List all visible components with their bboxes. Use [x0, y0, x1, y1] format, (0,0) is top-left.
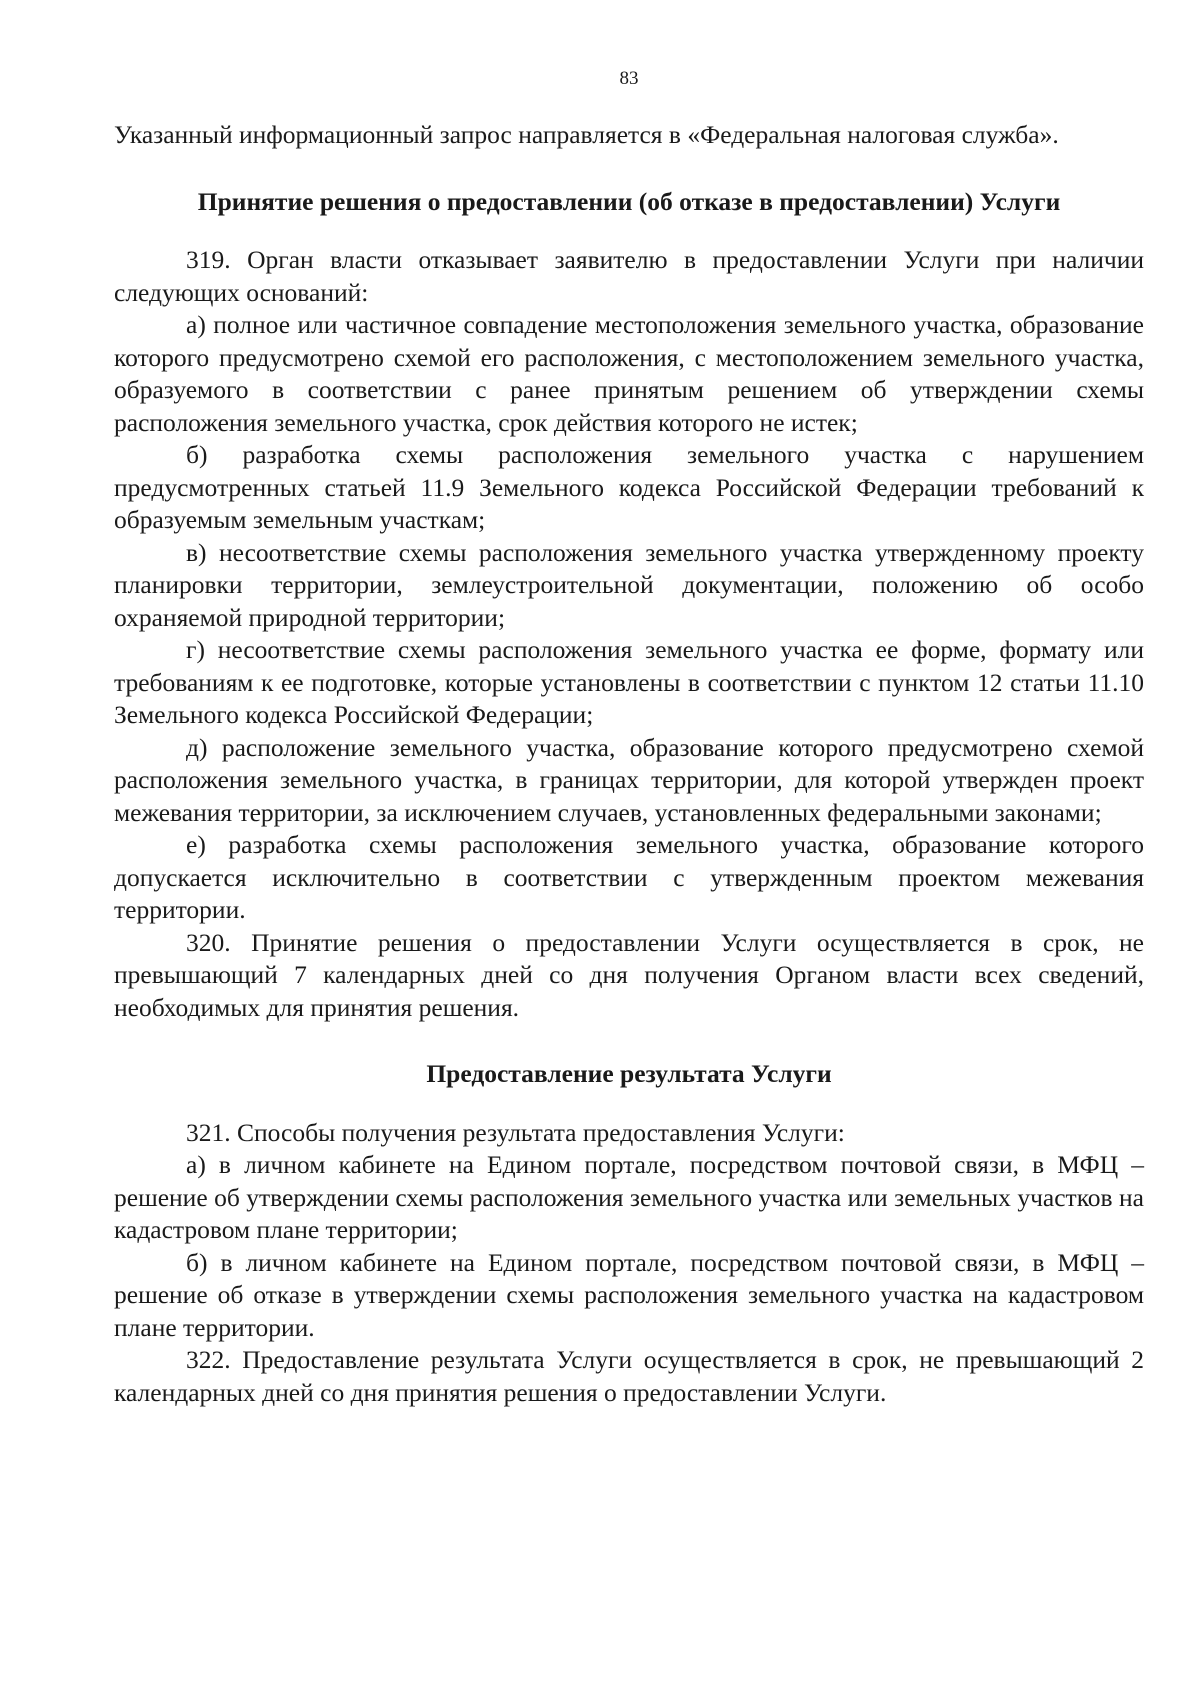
result-item-a: а) в личном кабинете на Едином портале, посредством почтовой связи, в МФЦ – решение об утверждении схемы расположения земельного участка или земельных участков на кадастровом плане территории; — [114, 1150, 1144, 1244]
list-item-b: б) разработка схемы расположения земельного участка с нарушением предусмотренных статьей 11.9 Земельного кодекса Российской Федерации требований к образуемым земельным участкам; — [114, 440, 1144, 534]
list-item-e: е) разработка схемы расположения земельного участка, образование которого допускается исключительно в соответствии с утвержденным проектом межевания территории. — [114, 830, 1144, 924]
intro-paragraph: Указанный информационный запрос направляется в «Федеральная налоговая служба». — [114, 120, 1059, 149]
paragraph-322: 322. Предоставление результата Услуги осуществляется в срок, не превышающий 2 календарных дней со дня принятия решения о предоставлении Услуги. — [114, 1345, 1144, 1407]
section-result-body — [114, 1117, 1144, 1410]
section-heading-result: Предоставление результата Услуги — [426, 1059, 832, 1088]
result-item-b: б) в личном кабинете на Едином портале, посредством почтовой связи, в МФЦ – решение об отказе в утверждении схемы расположения земельного участка на кадастровом плане территории. — [114, 1247, 1144, 1342]
list-item-d: д) расположение земельного участка, образование которого предусмотрено схемой расположения земельного участка, в границах территории, для которой утвержден проект межевания территории, за исключением случаев, установленных федеральными законами; — [114, 732, 1144, 827]
paragraph-319: 319. Орган власти отказывает заявителю в предоставлении Услуги при наличии следующих оснований: — [114, 245, 1144, 307]
list-item-g: г) несоответствие схемы расположения земельного участка ее форме, формату или требованиям к ее подготовке, которые установлены в соответствии с пунктом 12 статьи 11.10 Земельного кодекса Российской Федерации; — [114, 635, 1144, 729]
document-body — [114, 119, 1144, 1409]
paragraph-320: 320. Принятие решения о предоставлении Услуги осуществляется в срок, не превышающий 7 календарных дней со дня получения Органом власти всех сведений, необходимых для принятия решения. — [114, 927, 1144, 1022]
section-decision-body — [114, 244, 1144, 1024]
page-number: 83 — [619, 68, 639, 89]
paragraph-321: 321. Способы получения результата предоставления Услуги: — [186, 1117, 845, 1147]
list-item-a: а) полное или частичное совпадение местоположения земельного участка, образование которого предусмотрено схемой его расположения, с местоположением земельного участка, образуемого в соответствии с ранее принятым решением об утверждении схемы расположения земельного участка, срок действия которого не истек; — [114, 310, 1144, 437]
section-heading-decision: Принятие решения о предоставлении (об отказе в предоставлении) Услуги — [197, 186, 1061, 216]
list-item-v: в) несоответствие схемы расположения земельного участка утвержденному проекту планировки территории, землеустроительной документации, положению об особо охраняемой природной территории; — [114, 537, 1144, 632]
